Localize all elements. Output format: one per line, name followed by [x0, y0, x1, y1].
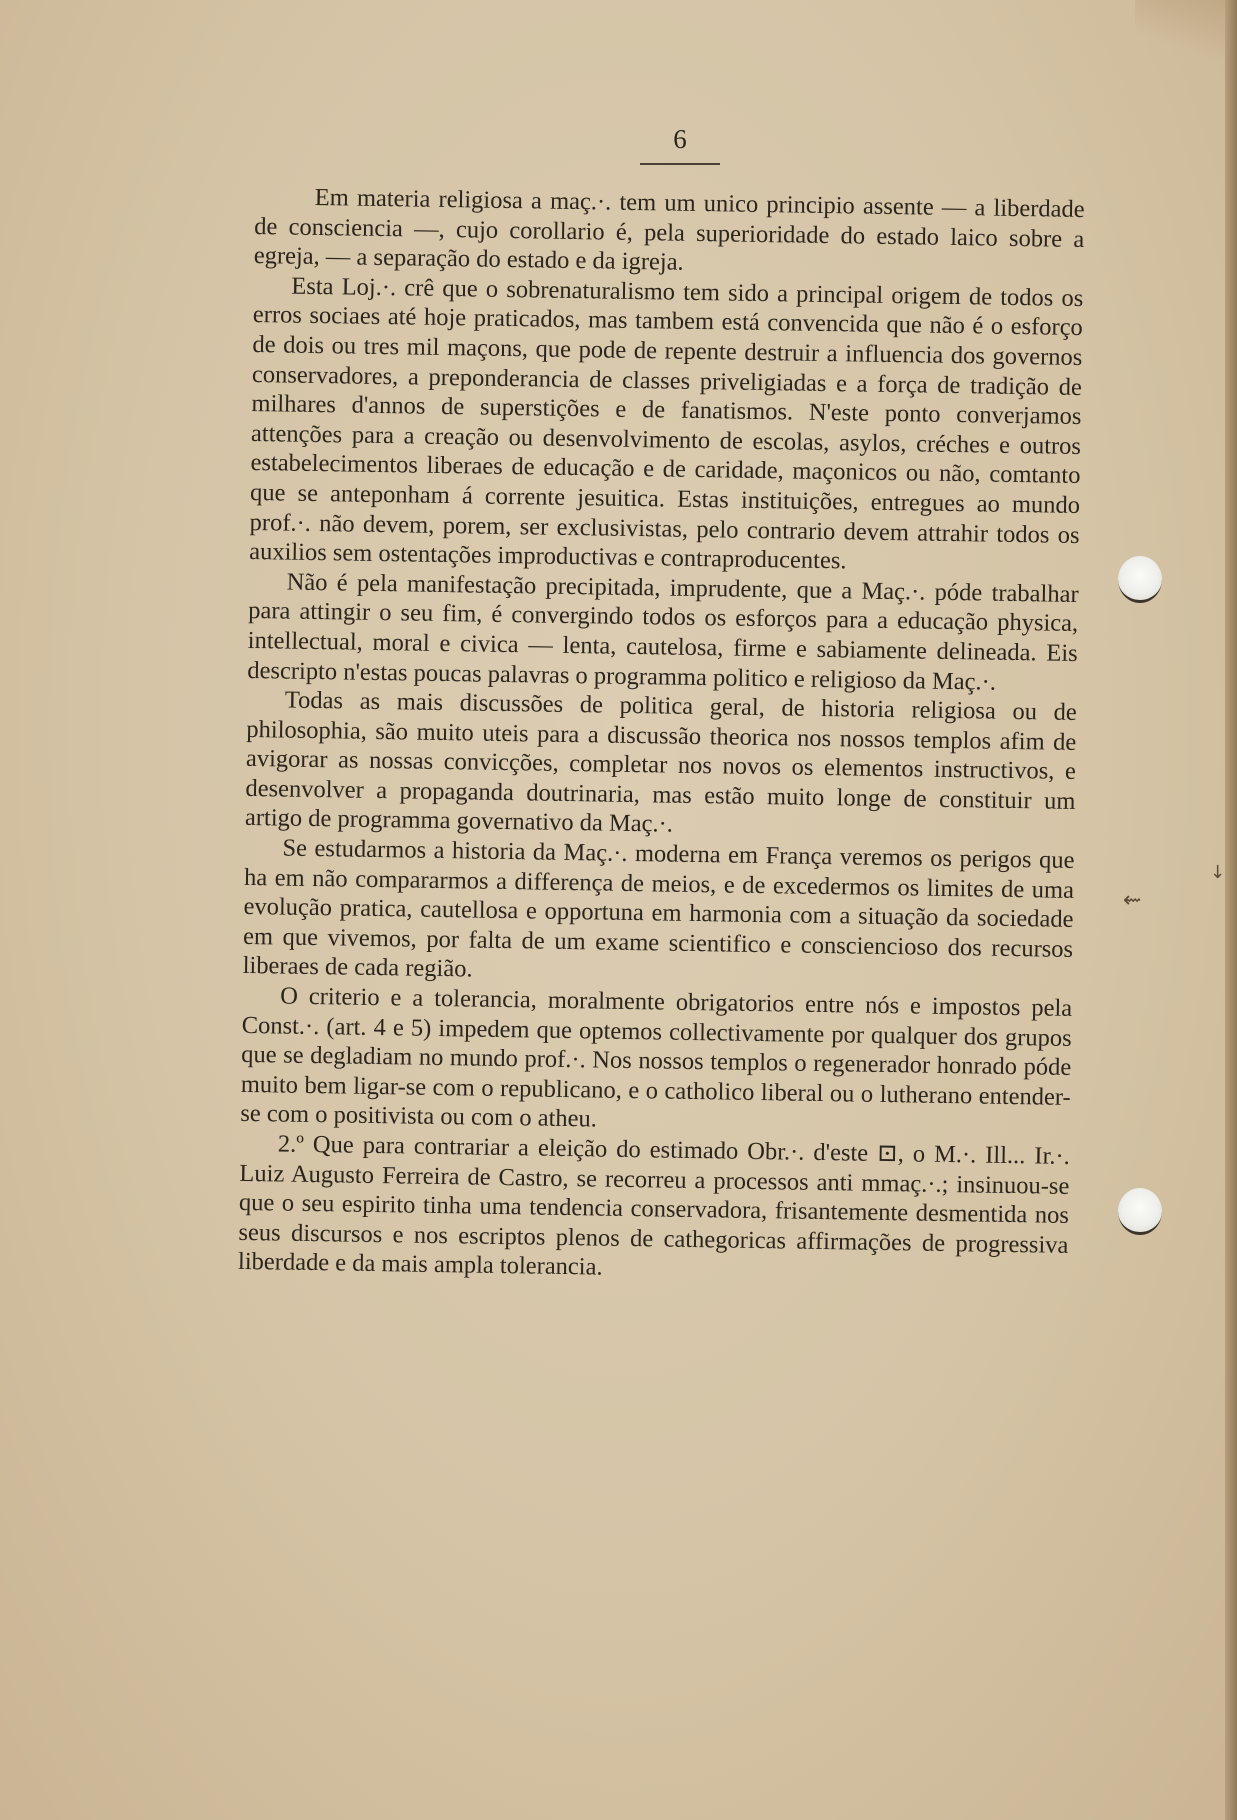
body-text — [238, 182, 1085, 1290]
page-number-underline — [640, 163, 720, 165]
paragraph-tolerance: O criterio e a tolerancia, moralmente obrigatorios entre nós e impostos pela Const.·. (art. 4 e 5) impedem que optemos collectivamente por qualquer dos grupos que se degladiam no mundo prof.·. Nos nossos templos o regenerador honrado póde muito bem ligar-se com o republicano, e o catholico liberal ou o lutherano entender-se com o positivista ou com o atheu. — [240, 982, 1073, 1133]
paragraph-election: 2.º Que para contrariar a eleição do estimado Obr.·. d'este ⊡, o M.·. Ill... Ir.·. Luiz Augusto Ferreira de Castro, se recorreu a processos anti mmaç.·.; insinuou-se que o seu espirito tinha uma tendencia conservadora, frisantemente desmentida nos seus discursos e nos escriptos plenos de cathegoricas affirmações de progressiva liberdade e da mais ampla tolerancia. — [237, 1130, 1071, 1281]
paragraph-lodge-belief: Esta Loj.·. crê que o sobrenaturalismo tem sido a principal origem de todos os erros sociaes até hoje praticados, mas tambem está convencida que não é o esforço de dois ou tres mil maçons, que pode de repente destruir a influencia dos governos conservadores, a preponderancia de classes priveligiadas e a força de tradição de milhares d'annos de superstições e de fanatismos. N'este ponto converjamos attenções para a creação ou desenvolvimento de escolas, asylos, créches e outros estabelecimentos liberaes de educação e de caridade, maçonicos ou não, comtanto que se anteponham á corrente jesuitica. Estas instituições, entregues ao mundo prof.·. não devem, porem, ser exclusivistas, pelo contrario devem attrahir todos os auxilios sem ostentações improductivas e contraproducentes. — [248, 272, 1084, 575]
paragraph-other-discussions: Todas as mais discussões de politica geral, de historia religiosa ou de philosophia, são muito uteis para a discussão theorica nos nossos templos afim de avigorar as nossas convicções, completar nos novos os elementos instructivos, e desenvolver a propaganda doutrinaria, mas estão muito longe de constituir um artigo de programma governativo da Maç.·. — [244, 686, 1077, 839]
page-corner-stain — [1135, 0, 1225, 60]
paragraph-history-france: Se estudarmos a historia da Maç.·. moderna em França veremos os perigos que ha em não compararmos a differença de meios, e de excedermos os limites de uma evolução pratica, cautellosa e opportuna em harmonia com a situação da sociedade em que vivemos, por falta de um exame scientifico e consciencioso dos recursos liberaes de cada região. — [242, 834, 1075, 983]
margin-mark-tick-icon: ↓ — [1210, 862, 1226, 883]
page-number: 6 — [673, 124, 687, 154]
punch-hole-upper — [1118, 556, 1162, 603]
page-edge-shadow — [1225, 0, 1237, 1820]
punch-hole-lower — [1118, 1188, 1162, 1235]
margin-mark-arrow-icon: ⇜ — [1123, 888, 1142, 913]
paragraph-religious-matter: Em materia religiosa a maç.·. tem um unico principio assente — a liberdade de consciencia —, cujo corollario é, pela superioridade do estado laico sobre a egreja, — a separação do estado e da igreja. — [253, 183, 1085, 276]
paragraph-political-program: Não é pela manifestação precipitada, imprudente, que a Maç.·. póde trabalhar para attingir o seu fim, é convergindo todos os esforços para a educação physica, intellectual, moral e civica — lenta, cautelosa, firme e sabiamente delineada. Eis descripto n'estas poucas palavras o programma politico e religioso da Maç.·. — [247, 568, 1079, 696]
